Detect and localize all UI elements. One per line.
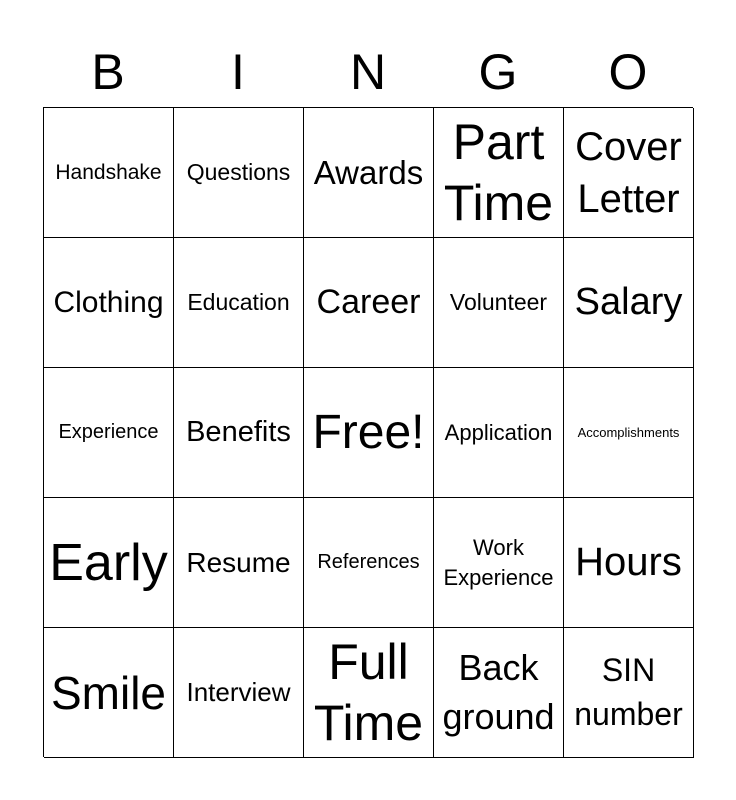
bingo-cell[interactable]: [44, 498, 174, 628]
bingo-cell[interactable]: [44, 238, 174, 368]
bingo-cell[interactable]: [304, 498, 434, 628]
cell-text: Part Time: [443, 113, 554, 231]
cell-text: Salary: [574, 281, 683, 323]
bingo-header: [43, 40, 693, 104]
cell-text: Full Time: [313, 633, 424, 751]
bingo-cell[interactable]: [174, 108, 304, 238]
cell-text: Cover Letter: [575, 124, 682, 221]
cell-text: Volunteer: [449, 289, 548, 315]
bingo-cell[interactable]: [304, 238, 434, 368]
bingo-cell[interactable]: [44, 628, 174, 758]
bingo-cell[interactable]: [434, 238, 564, 368]
cell-text: Awards: [313, 153, 424, 191]
cell-text: Smile: [50, 666, 167, 719]
cell-text: Back ground: [442, 646, 555, 737]
bingo-cell[interactable]: [304, 108, 434, 238]
bingo-cell[interactable]: [434, 498, 564, 628]
bingo-cell[interactable]: [564, 108, 694, 238]
bingo-cell[interactable]: [564, 628, 694, 758]
cell-text: Early: [49, 533, 168, 592]
header-letter-o: O: [608, 44, 648, 100]
bingo-cell[interactable]: [434, 628, 564, 758]
cell-text: Benefits: [186, 416, 291, 448]
cell-text: Work Experience: [443, 534, 554, 590]
header-letter-g: G: [478, 44, 518, 100]
cell-text: Application: [444, 419, 553, 445]
cell-text: Free!: [312, 406, 425, 459]
bingo-cell[interactable]: [304, 628, 434, 758]
bingo-cell[interactable]: [44, 108, 174, 238]
bingo-card: [43, 107, 693, 757]
cell-text: Questions: [186, 159, 291, 185]
cell-text: Clothing: [53, 285, 164, 319]
bingo-cell[interactable]: [174, 628, 304, 758]
bingo-cell free-space[interactable]: [304, 368, 434, 498]
bingo-cell[interactable]: [564, 238, 694, 368]
cell-text: SIN number: [574, 652, 683, 732]
cell-text: Handshake: [55, 160, 162, 184]
header-letter-n: N: [349, 44, 387, 100]
cell-text: Hours: [575, 540, 682, 584]
bingo-cell[interactable]: [434, 368, 564, 498]
header-letter-b: B: [91, 44, 125, 100]
bingo-cell[interactable]: [564, 498, 694, 628]
cell-text: Education: [187, 289, 290, 315]
cell-text: Career: [316, 283, 421, 321]
bingo-cell[interactable]: [434, 108, 564, 238]
header-letter-i: I: [231, 44, 245, 100]
bingo-cell[interactable]: [44, 368, 174, 498]
cell-text: Accomplishments: [577, 425, 680, 440]
cell-text: Interview: [186, 677, 291, 707]
bingo-cell[interactable]: [174, 368, 304, 498]
cell-text: Resume: [186, 546, 291, 578]
bingo-cell[interactable]: [564, 368, 694, 498]
bingo-cell[interactable]: [174, 498, 304, 628]
cell-text: Experience: [58, 421, 159, 443]
bingo-cell[interactable]: [174, 238, 304, 368]
cell-text: References: [317, 551, 420, 573]
